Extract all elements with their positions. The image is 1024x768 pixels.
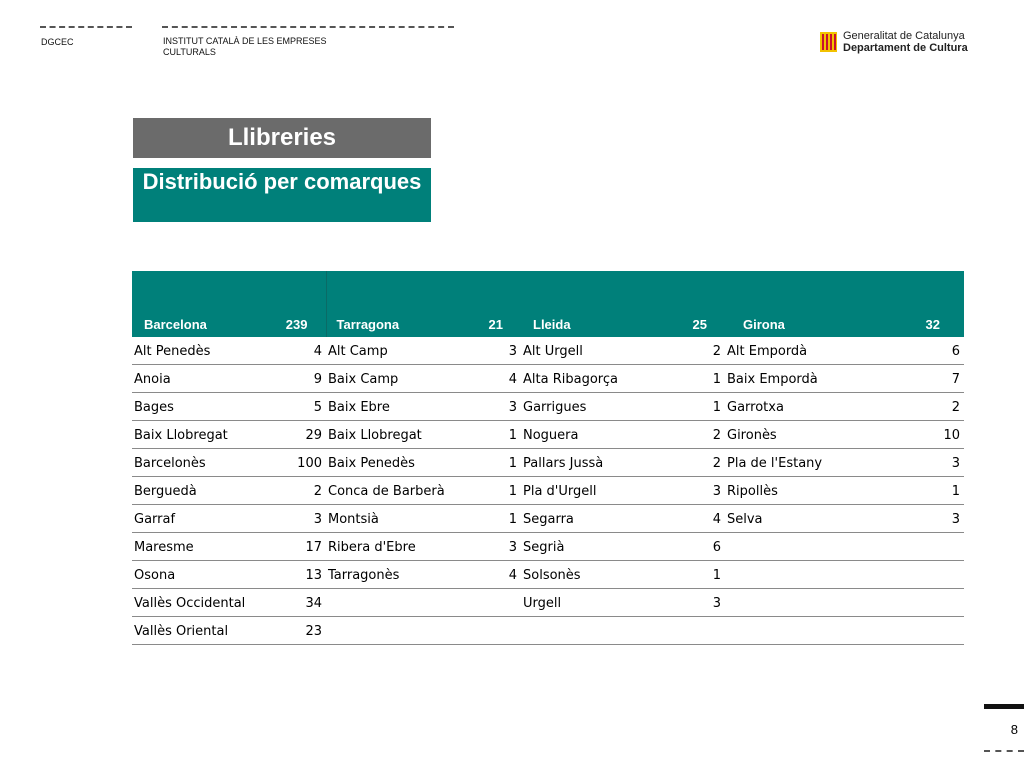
comarca-count: 29 [265,421,326,449]
comarca-name: Vallès Occidental [132,589,265,617]
comarca-count: 3 [664,589,725,617]
province-header-total: 25 [664,271,725,337]
comarca-name: Tarragonès [326,561,460,589]
table-row [132,421,964,449]
table-row [132,589,964,617]
comarca-name: Garrotxa [725,393,903,421]
comarca-name [725,589,903,617]
comarca-name: Baix Penedès [326,449,460,477]
comarca-count: 34 [265,589,326,617]
province-header-total: 21 [460,271,521,337]
comarca-name: Noguera [521,421,664,449]
logo-text-line1: Generalitat de Catalunya [843,30,965,42]
comarca-name: Baix Llobregat [132,421,265,449]
comarca-name: Montsià [326,505,460,533]
comarca-name: Alt Camp [326,337,460,365]
province-header-total: 239 [265,271,326,337]
comarca-count [903,589,964,617]
comarca-count [903,533,964,561]
comarca-count: 1 [664,365,725,393]
page-number: 8 [1010,722,1018,737]
comarca-count: 3 [460,533,521,561]
comarca-name [521,617,664,645]
logo-text-line2: Departament de Cultura [843,42,968,54]
generalitat-logo [820,30,968,54]
header-divider-left [40,26,132,28]
comarca-count [460,617,521,645]
comarca-count: 2 [664,337,725,365]
comarca-name: Berguedà [132,477,265,505]
comarca-name: Segrià [521,533,664,561]
comarca-name: Barcelonès [132,449,265,477]
comarca-name [725,533,903,561]
comarca-name: Baix Camp [326,365,460,393]
comarca-count: 23 [265,617,326,645]
comarca-name: Pallars Jussà [521,449,664,477]
comarca-count: 100 [265,449,326,477]
comarca-count: 3 [265,505,326,533]
comarca-name: Gironès [725,421,903,449]
comarca-name: Selva [725,505,903,533]
comarca-name: Baix Ebre [326,393,460,421]
comarca-count: 6 [664,533,725,561]
table-row [132,393,964,421]
comarca-name [725,617,903,645]
table-row [132,533,964,561]
comarca-count: 4 [460,365,521,393]
table-row [132,561,964,589]
comarca-name: Alta Ribagorça [521,365,664,393]
comarca-count: 1 [664,561,725,589]
comarca-name: Alt Urgell [521,337,664,365]
comarca-count: 13 [265,561,326,589]
distribution-table [132,271,964,645]
org-short-label: DGCEC [41,37,74,47]
footer-divider [984,750,1024,752]
comarca-name [326,617,460,645]
comarca-count: 1 [903,477,964,505]
comarca-count: 4 [460,561,521,589]
senyera-icon [820,32,837,52]
province-header-name: Barcelona [132,271,265,337]
table-row [132,617,964,645]
comarca-name: Ripollès [725,477,903,505]
comarca-count: 3 [903,449,964,477]
comarca-count: 2 [664,421,725,449]
page-subtitle: Distribució per comarques [133,168,431,222]
comarca-count: 5 [265,393,326,421]
province-header-name: Tarragona [326,271,460,337]
comarca-count [903,561,964,589]
comarca-name: Baix Llobregat [326,421,460,449]
comarca-count: 6 [903,337,964,365]
comarca-count: 1 [460,449,521,477]
comarca-count: 17 [265,533,326,561]
comarca-name [725,561,903,589]
table-row [132,449,964,477]
comarca-count [460,589,521,617]
comarca-count: 9 [265,365,326,393]
table-row [132,365,964,393]
comarca-count: 1 [460,477,521,505]
comarca-name: Alt Penedès [132,337,265,365]
table-row [132,477,964,505]
comarca-name: Anoia [132,365,265,393]
comarca-count: 1 [664,393,725,421]
table-header-row [132,271,964,337]
footer-bar [984,704,1024,709]
comarca-count: 4 [265,337,326,365]
comarca-count: 2 [664,449,725,477]
comarca-name: Osona [132,561,265,589]
comarca-name: Solsonès [521,561,664,589]
comarca-name: Pla de l'Estany [725,449,903,477]
comarca-name: Ribera d'Ebre [326,533,460,561]
comarca-count: 2 [903,393,964,421]
comarca-count: 1 [460,421,521,449]
comarca-count: 2 [265,477,326,505]
comarca-count: 4 [664,505,725,533]
comarca-count [664,617,725,645]
comarca-count: 3 [460,393,521,421]
comarca-name: Pla d'Urgell [521,477,664,505]
comarca-count: 3 [903,505,964,533]
comarca-count: 3 [664,477,725,505]
comarca-name: Garraf [132,505,265,533]
comarca-count [903,617,964,645]
table-row [132,337,964,365]
province-header-total: 32 [903,271,964,337]
comarca-count: 10 [903,421,964,449]
comarca-name: Bages [132,393,265,421]
comarca-name: Urgell [521,589,664,617]
comarca-name: Conca de Barberà [326,477,460,505]
table-row [132,505,964,533]
org-full-label-line1: INSTITUT CATALÀ DE LES EMPRESES [163,36,327,46]
comarca-name: Baix Empordà [725,365,903,393]
comarca-name: Maresme [132,533,265,561]
province-header-name: Girona [725,271,903,337]
header-divider-middle [162,26,454,28]
comarca-name: Segarra [521,505,664,533]
page-title: Llibreries [133,118,431,158]
comarca-name: Garrigues [521,393,664,421]
comarca-name: Alt Empordà [725,337,903,365]
comarca-name: Vallès Oriental [132,617,265,645]
comarca-count: 3 [460,337,521,365]
comarca-count: 1 [460,505,521,533]
comarca-name [326,589,460,617]
comarca-count: 7 [903,365,964,393]
province-header-name: Lleida [521,271,664,337]
org-full-label-line2: CULTURALS [163,47,216,57]
